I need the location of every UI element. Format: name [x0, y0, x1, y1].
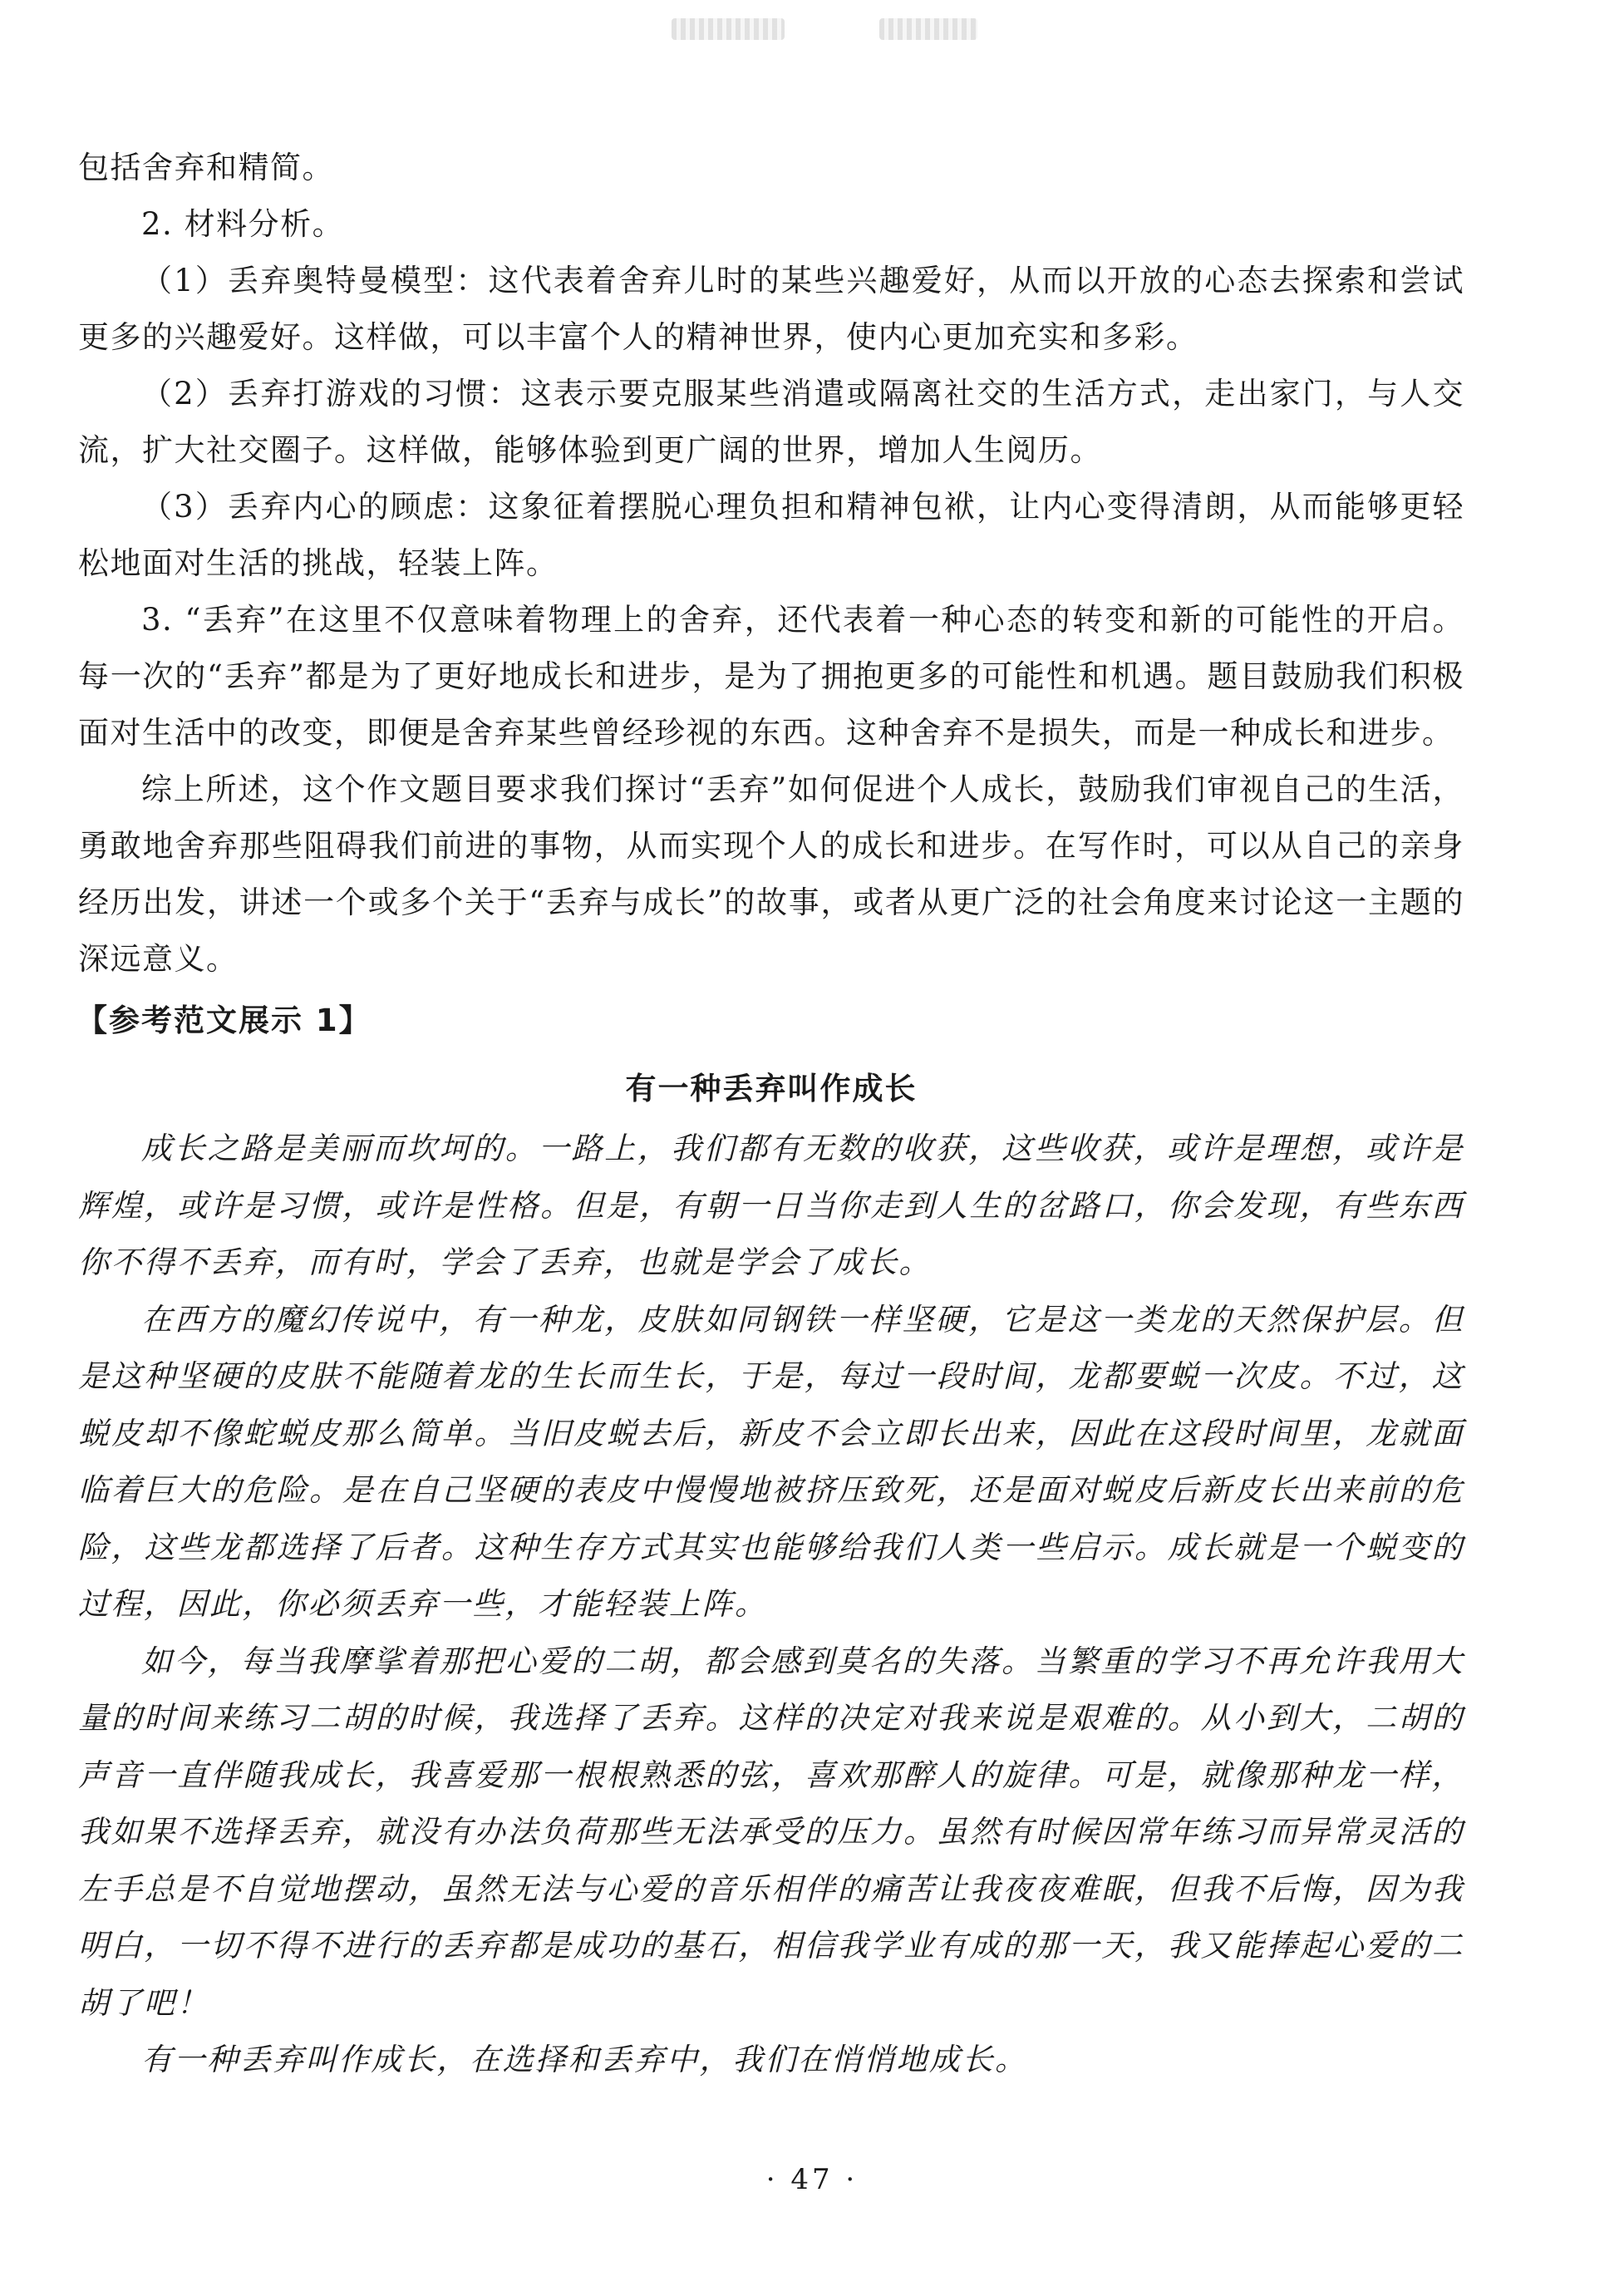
sample-essay-label: 【参考范文展示 1】 — [76, 1003, 372, 1038]
sample-essay-title: 有一种丢弃叫作成长 — [625, 1071, 918, 1106]
analysis-point-3: 3. “丢弃”在这里不仅意味着物理上的舍弃，还代表着一种心态的转变和新的可能性的开启。每一次的“丢弃”都是为了更好地成长和进步，是为了拥抱更多的可能性和机遇。题目鼓励我们积极面对生活中的改变，即便是舍弃某些曾经珍视的东西。这种舍弃不是损失，而是一种成长和进步。 — [78, 602, 1464, 751]
analysis-heading-2: 2. 材料分析。 — [141, 206, 345, 242]
essay-paragraph-3: 如今，每当我摩挲着那把心爱的二胡，都会感到莫名的失落。当繁重的学习不再允许我用大量的时间来练习二胡的时候，我选择了丢弃。这样的决定对我来说是艰难的。从小到大，二胡的声音一直伴随我成长，我喜爱那一根根熟悉的弦，喜欢那醉人的旋律。可是，就像那种龙一样，我如果不选择丢弃，就没有办法负荷那些无法承受的压力。虽然有时候因常年练习而异常灵活的左手总是不自觉地摆动，虽然无法与心爱的音乐相伴的痛苦让我夜夜难眠，但我不后悔，因为我明白，一切不得不进行的丢弃都是成功的基石，相信我学业有成的那一天，我又能捧起心爱的二胡了吧！ — [78, 1643, 1464, 2021]
analysis-item-2: （2）丢弃打游戏的习惯：这表示要克服某些消遣或隔离社交的生活方式，走出家门，与人交流，扩大社交圈子。这样做，能够体验到更广阔的世界，增加人生阅历。 — [78, 376, 1464, 468]
page-number: · 47 · — [765, 2163, 859, 2196]
scan-artifact-left — [672, 18, 785, 40]
essay-paragraph-4: 有一种丢弃叫作成长，在选择和丢弃中，我们在悄悄地成长。 — [141, 2042, 1028, 2077]
sample-essay-body — [78, 1121, 1464, 2089]
essay-paragraph-2: 在西方的魔幻传说中，有一种龙，皮肤如同钢铁一样坚硬，它是这一类龙的天然保护层。但是这种坚硬的皮肤不能随着龙的生长而生长，于是，每过一段时间，龙都要蜕一次皮。不过，这蜕皮却不像蛇蜕皮那么简单。当旧皮蜕去后，新皮不会立即长出来，因此在这段时间里，龙就面临着巨大的危险。是在自己坚硬的表皮中慢慢地被挤压致死，还是面对蜕皮后新皮长出来前的危险，这些龙都选择了后者。这种生存方式其实也能够给我们人类一些启示。成长就是一个蜕变的过程，因此，你必须丢弃一些，才能轻装上阵。 — [78, 1301, 1464, 1622]
analysis-continuation: 包括舍弃和精简。 — [78, 150, 334, 185]
analysis-summary: 综上所述，这个作文题目要求我们探讨“丢弃”如何促进个人成长，鼓励我们审视自己的生活，勇敢地舍弃那些阻碍我们前进的事物，从而实现个人的成长和进步。在写作时，可以从自己的亲身经历出发，讲述一个或多个关于“丢弃与成长”的故事，或者从更广泛的社会角度来讨论这一主题的深远意义。 — [78, 771, 1464, 977]
analysis-item-3: （3）丢弃内心的顾虑：这象征着摆脱心理负担和精神包袱，让内心变得清朗，从而能够更轻松地面对生活的挑战，轻装上阵。 — [78, 489, 1464, 581]
analysis-item-1: （1）丢弃奥特曼模型：这代表着舍弃儿时的某些兴趣爱好，从而以开放的心态去探索和尝试更多的兴趣爱好。这样做，可以丰富个人的精神世界，使内心更加充实和多彩。 — [78, 263, 1464, 355]
scan-artifact-right — [879, 18, 977, 40]
essay-paragraph-1: 成长之路是美丽而坎坷的。一路上，我们都有无数的收获，这些收获，或许是理想，或许是辉煌，或许是习惯，或许是性格。但是，有朝一日当你走到人生的岔路口，你会发现，有些东西你不得不丢弃，而有时，学会了丢弃，也就是学会了成长。 — [78, 1131, 1464, 1280]
page-content — [78, 140, 1464, 2089]
